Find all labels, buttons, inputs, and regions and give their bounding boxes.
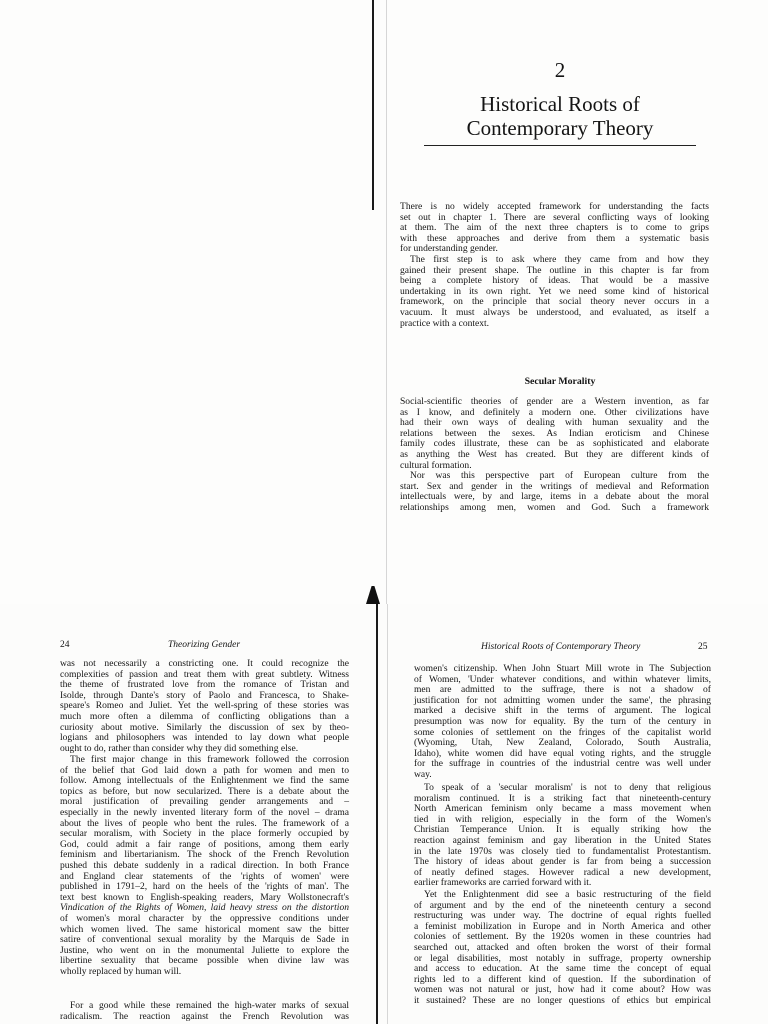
text-line: ought to do, rather than consider why they did something else. [60, 742, 299, 754]
text-line: radicalism. The reaction against the French Revolution was [60, 1010, 349, 1022]
page-edge-shadow-top [386, 0, 387, 604]
text-line: or legal disabilities, most notably in suffrage, property ownership [414, 952, 711, 964]
text-line: For a good while these remained the high-water marks of sexual [70, 1000, 349, 1011]
paragraph-first-step [400, 255, 709, 329]
running-head-right: Historical Roots of Contemporary Theory [481, 642, 641, 652]
text-line: start. Sex and gender in the writings of medieval and Reformation [400, 480, 709, 492]
text-line: undertaking in its own right. Yet we need some kind of historical [400, 285, 709, 297]
text-line: Vindication of the Rights of Women, laid heavy stress on the distortion [60, 902, 349, 914]
text-line: women's citizenship. When John Stuart Mill wrote in The Subjection [414, 663, 711, 674]
text-line: Yet the Enlightenment did see a basic restructuring of the field [424, 889, 711, 900]
text-line: relations between the sexes. As Indian eroticism and Chinese [400, 427, 709, 439]
text-line: topics as before, but now secularized. There is a debate about the [60, 785, 349, 797]
text-line: complexities of passion and treat them with great subtlety. Witness [60, 668, 349, 680]
text-line: cultural formation. [400, 459, 472, 471]
page-edge-shadow-bottom [387, 604, 388, 1024]
chapter-number: 2 [554, 58, 566, 82]
text-line: being a complete history of ideas. That would be a massive [400, 275, 709, 287]
text-line: wholly replaced by human will. [60, 965, 182, 977]
page-25-paragraph-2 [414, 783, 711, 889]
text-line: of the belief that God laid down a path for women and men to [60, 764, 349, 776]
text-line: speare's Romeo and Juliet. Yet the well-spring of these stories was [60, 700, 349, 712]
text-line: as anything the West has created. But they are different kinds of [400, 448, 709, 460]
text-line: The first major change in this framework followed the corrosion [70, 754, 349, 765]
text-line: family codes illustrate, these can be as sophisticated and elaborate [400, 438, 709, 450]
text-line: feminism and libertarianism. The shock of the French Revolution [60, 849, 349, 861]
text-line: colonies of settlement. By the 1920s women in these countries had [414, 931, 711, 943]
text-line: way. [414, 768, 432, 780]
text-line: moralism continued. It is a striking fact that nineteenth-century [414, 792, 711, 804]
text-line: logians and philosophers was intended to lay down what people [60, 732, 349, 744]
text-line: published in 1791–2, hard on the heels of the 'rights of man'. The [60, 881, 349, 893]
text-line: text best known to English-speaking readers, Mary Wollstonecraft's [60, 891, 349, 903]
text-line: men are admitted to the suffrage, there is not a shadow of [414, 684, 711, 696]
chapter-title-line-2: Contemporary Theory [466, 116, 654, 140]
page-number-24: 24 [60, 640, 70, 650]
text-line: some colonies of settlement on the fringes of the capitalist world [414, 726, 711, 738]
text-line: pushed this debate suddenly in a radical direction. In both France [60, 859, 349, 871]
text-line: justification for not admitting women under the same', the phrasing [414, 694, 711, 706]
text-line: reaction against feminism and gay liberation in the United States [414, 834, 711, 846]
text-line: The first step is to ask where they came from and how they [410, 254, 709, 265]
text-line: of Women, 'Under whatever conditions, and within whatever limits, [414, 673, 711, 685]
text-line: There is no widely accepted framework for understanding the facts [400, 201, 709, 212]
binding-gutter-bottom [376, 604, 378, 1024]
text-line: which women lived. The same historical moment saw the bitter [60, 923, 349, 935]
page-number-25: 25 [698, 642, 708, 652]
text-line: set out in chapter 1. There are several conflicting ways of looking [400, 211, 709, 223]
text-line: women was not natural or just, how had it come about? How was [414, 984, 711, 996]
binding-gutter-top [372, 0, 374, 210]
text-line: relationships among men, women and God. Such a framework [400, 501, 709, 513]
text-line: follow. Among intellectuals of the Enlightenment we find the same [60, 775, 349, 787]
text-line: Nor was this perspective part of European culture from the [410, 470, 709, 481]
chapter-title [425, 92, 695, 140]
chapter-title-line-1: Historical Roots of [480, 92, 640, 116]
text-line: a feminist mobilization in Europe and in North America and other [414, 920, 711, 932]
text-line: Idaho), white women did have equal voting rights, and the struggle [414, 747, 711, 759]
text-line: for the suffrage in countries of the industrial centre was well under [414, 758, 711, 770]
text-line: for understanding gender. [400, 243, 498, 255]
text-line: in the late 1970s was closely tied to fundamentalist Protestantism. [414, 845, 711, 857]
text-line: libertine sexuality that became possible when divine law was [60, 955, 349, 967]
text-line: the theme of frustrated love from the romance of Tristan and [60, 679, 349, 691]
text-line: North American feminism only became a mass movement when [414, 803, 711, 815]
text-line: as I know, and definitely a modern one. Other civilizations have [400, 406, 709, 418]
text-line: about the lives of people who bent the rules. The framework of a [60, 817, 349, 829]
text-line: intellectuals were, by and large, items in a debate about the moral [400, 491, 709, 503]
text-line: gained their present shape. The outline in this chapter is far from [400, 264, 709, 276]
text-line: had their own ways of dealing with human sexuality and the [400, 417, 709, 429]
page-25-paragraph-3 [414, 890, 711, 1007]
text-line: rights led to a different kind of question. If the subordination of [414, 973, 711, 985]
text-line: practice with a context. [400, 317, 490, 329]
text-line: tied in with religion, especially in the form of the Women's [414, 813, 711, 825]
text-line: it sustained? These are no longer questions of ethics but empirical [414, 994, 711, 1006]
page-24-paragraph-1 [60, 659, 349, 754]
page-24-paragraph-3 [60, 1001, 349, 1022]
text-line: Christian Temperance Union. It is equally striking how the [414, 824, 711, 836]
paragraph-social-scientific [400, 397, 709, 471]
page-24-paragraph-2 [60, 755, 349, 977]
text-line: of women's moral character by the oppressive conditions under [60, 912, 349, 924]
text-line: curiosity about motive. Similarly the discussion of sex by theo- [60, 721, 349, 733]
text-line: Justine, who went on in the monumental Juliette to explore the [60, 944, 349, 956]
text-line: presumption was now for equality. By the turn of the century in [414, 715, 711, 727]
running-head-left: Theorizing Gender [168, 640, 241, 650]
text-line: To speak of a 'secular moralism' is not to deny that religious [424, 782, 711, 793]
section-heading-secular-morality: Secular Morality [524, 376, 596, 387]
page-25-paragraph-1 [414, 664, 711, 781]
text-line: moral justification of prevailing gender arrangements and – [60, 796, 349, 808]
text-line: and England clear statements of the 'rights of women' were [60, 870, 349, 882]
text-line: of neatly defined stages. However radical a new development, [414, 866, 711, 878]
text-line: earlier frameworks are carried forward with it. [414, 877, 592, 889]
text-line: secular moralism, with Society in the place formerly occupied by [60, 828, 349, 840]
text-line: vacuum. It must always be understood, and evaluated, as itself a [400, 306, 709, 318]
text-line: restructuring was under way. The doctrine of equal rights fuelled [414, 910, 711, 922]
text-line: of argument and by the end of the nineteenth century a second [414, 899, 711, 911]
chapter-title-rule [424, 145, 696, 146]
text-line: at them. The aim of the next three chapters is to come to grips [400, 222, 709, 234]
text-line: with these approaches and derive from them a systematic basis [400, 232, 709, 244]
text-line: satire of conventional sexual morality by the Marquis de Sade in [60, 934, 349, 946]
text-line: marked a decisive shift in the terms of argument. The logical [414, 705, 711, 717]
paragraph-nor-was [400, 471, 709, 513]
text-line: Social-scientific theories of gender are a Western invention, as far [400, 396, 709, 407]
text-line: and access to education. At the same time the concept of equal [414, 963, 711, 975]
text-line: was not necessarily a constricting one. It could recognize the [60, 658, 349, 669]
text-line: The history of ideas about gender is far from being a succession [414, 856, 711, 868]
text-line: framework, on the principle that social theory never occurs in a [400, 296, 709, 308]
text-line: (Wyoming, Utah, New Zealand, Colorado, South Australia, [414, 737, 711, 749]
text-line: especially in the newly invented literary form of the novel – drama [60, 806, 349, 818]
text-line: much more often a dilemma of conflicting obligations than a [60, 710, 349, 722]
text-line: searched out, attacked and often broken the worst of their formal [414, 941, 711, 953]
intro-paragraph [400, 202, 709, 255]
text-line: Isolde, through Dante's story of Paolo and Francesca, to Shake- [60, 689, 349, 701]
text-line: God, could admit a fair range of positions, among them early [60, 838, 349, 850]
